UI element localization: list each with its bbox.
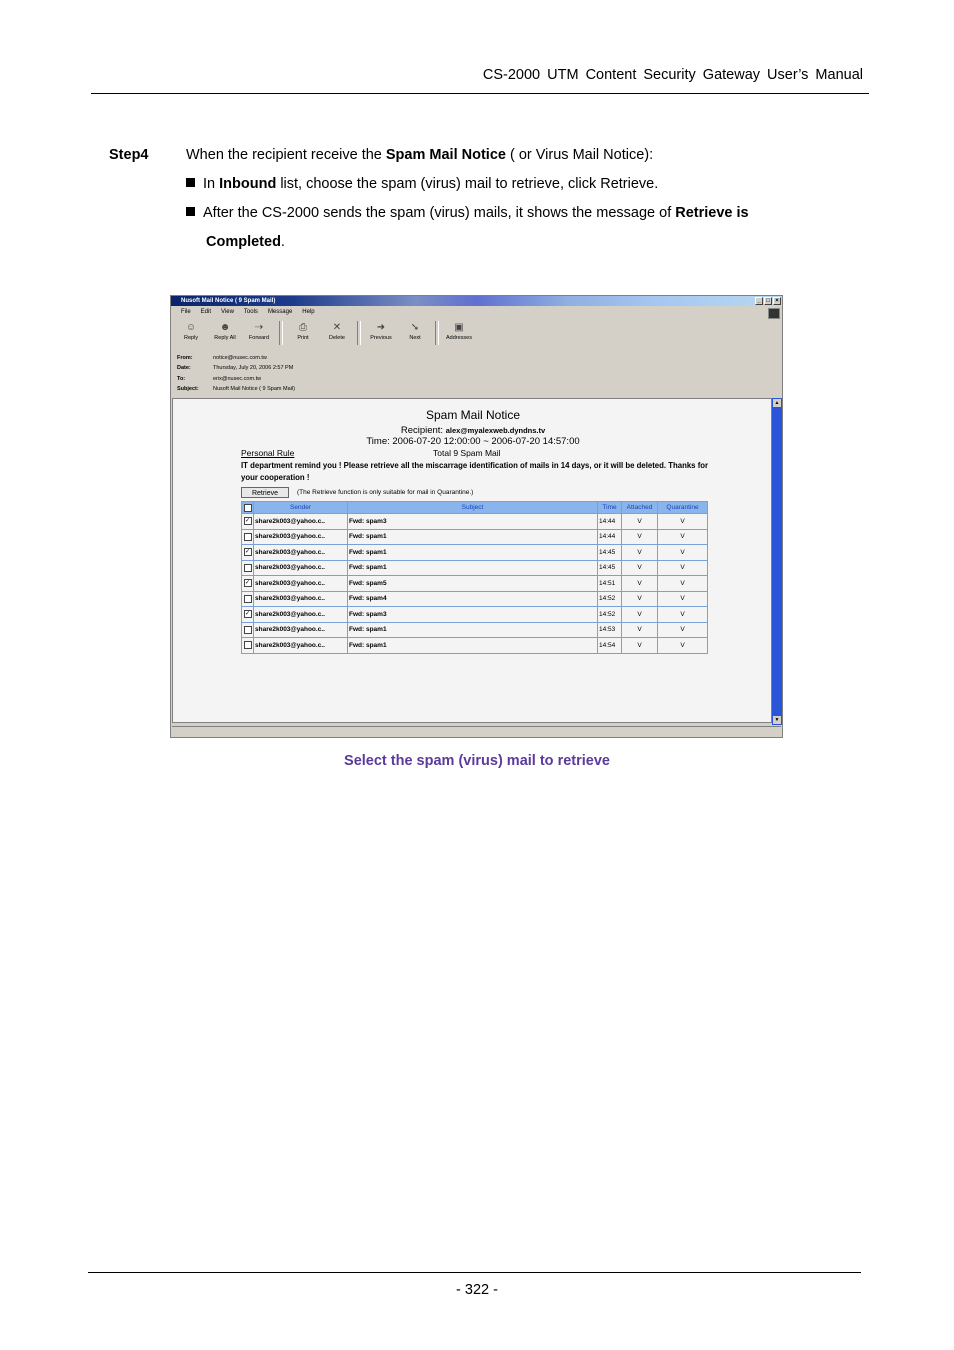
- row-attached: V: [622, 514, 658, 530]
- row-checkbox[interactable]: ✓: [244, 580, 251, 587]
- row-sender: share2k003@yahoo.c..: [254, 529, 348, 545]
- row-quarantine: V: [658, 545, 708, 561]
- time-range: Time: 2006-07-20 12:00:00 ~ 2006-07-20 14:57:00: [366, 436, 580, 447]
- row-quarantine: V: [658, 576, 708, 592]
- row-time: 14:53: [598, 622, 622, 638]
- header-subject: [177, 384, 295, 394]
- header-key: Date:: [177, 365, 191, 372]
- figure-caption: Select the spam (virus) mail to retrieve: [344, 753, 610, 769]
- table-row[interactable]: [242, 638, 708, 654]
- bullet-inbound: [186, 176, 658, 192]
- toolbar-separator: [279, 321, 283, 345]
- menu-bar: [171, 307, 782, 318]
- table-row[interactable]: [242, 560, 708, 576]
- row-select[interactable]: [242, 529, 254, 545]
- row-quarantine: V: [658, 529, 708, 545]
- row-select[interactable]: [242, 607, 254, 623]
- header-date: [177, 363, 295, 373]
- menu-help[interactable]: Help: [302, 309, 315, 315]
- row-attached: V: [622, 591, 658, 607]
- header-key: To:: [177, 375, 186, 382]
- header-key: From:: [177, 355, 193, 361]
- row-select[interactable]: [242, 622, 254, 638]
- reply-icon: ☺: [185, 322, 197, 333]
- bullet2-pre: After the CS-2000 sends the spam (virus) mails, it shows the message of: [203, 205, 676, 221]
- message-body: [172, 398, 772, 723]
- row-attached: V: [622, 560, 658, 576]
- header-value: notice@nusec.com.tw: [213, 355, 267, 361]
- bullet-square-icon: [186, 178, 195, 187]
- row-select[interactable]: [242, 576, 254, 592]
- reply-all-label: Reply All: [214, 335, 236, 341]
- bullet2-bold: Retrieve is: [675, 205, 749, 221]
- address-book-icon: ▣: [454, 322, 464, 333]
- row-time: 14:51: [598, 576, 622, 592]
- mail-rows: [242, 514, 708, 654]
- row-sender: share2k003@yahoo.c..: [254, 576, 348, 592]
- bullet-completed-cont: [206, 234, 285, 250]
- row-subject: Fwd: spam1: [348, 560, 598, 576]
- row-checkbox[interactable]: [244, 564, 252, 572]
- toolbar-separator: [435, 321, 439, 345]
- row-subject: Fwd: spam1: [348, 622, 598, 638]
- forward-button[interactable]: [242, 321, 276, 347]
- row-sender: share2k003@yahoo.c..: [254, 607, 348, 623]
- header-from: [177, 353, 295, 363]
- table-row[interactable]: [242, 576, 708, 592]
- delete-label: Delete: [329, 335, 345, 341]
- intro-text-end: ( or Virus Mail Notice):: [505, 147, 654, 163]
- print-button[interactable]: [286, 321, 320, 347]
- previous-button[interactable]: [364, 321, 398, 347]
- next-label: Next: [409, 335, 421, 341]
- step-label: Step4: [109, 147, 149, 163]
- notice-title: Spam Mail Notice: [425, 408, 521, 422]
- col-quarantine[interactable]: Quarantine: [658, 502, 708, 514]
- row-time: 14:52: [598, 607, 622, 623]
- previous-arrow-icon: ➜: [376, 322, 386, 333]
- bullet1-post: list, choose the spam (virus) mail to retrieve, click Retrieve.: [276, 176, 659, 192]
- window-titlebar: [171, 296, 782, 306]
- previous-label: Previous: [370, 335, 392, 341]
- addresses-button[interactable]: [442, 321, 476, 347]
- row-sender: share2k003@yahoo.c..: [254, 622, 348, 638]
- retrieve-note: (The Retrieve function is only suitable for mail in Quarantine.): [297, 489, 474, 496]
- footer-rule: [88, 1272, 861, 1273]
- menu-view[interactable]: View: [221, 309, 234, 315]
- col-time[interactable]: Time: [598, 502, 622, 514]
- row-attached: V: [622, 607, 658, 623]
- row-sender: share2k003@yahoo.c..: [254, 591, 348, 607]
- maximize-icon[interactable]: □: [764, 297, 772, 305]
- header-key: Subject:: [177, 385, 199, 392]
- row-checkbox[interactable]: [244, 595, 252, 603]
- row-subject: Fwd: spam3: [348, 514, 598, 530]
- row-quarantine: V: [658, 591, 708, 607]
- row-time: 14:52: [598, 591, 622, 607]
- row-time: 14:45: [598, 545, 622, 561]
- row-subject: Fwd: spam5: [348, 576, 598, 592]
- forward-label: Forward: [248, 335, 270, 341]
- minimize-icon[interactable]: _: [755, 297, 763, 305]
- row-quarantine: V: [658, 638, 708, 654]
- row-select[interactable]: [242, 560, 254, 576]
- row-checkbox[interactable]: [244, 533, 252, 541]
- header-value: Thursday, July 20, 2006 2:57 PM: [213, 365, 294, 372]
- row-checkbox[interactable]: ✓: [244, 518, 251, 525]
- row-attached: V: [622, 545, 658, 561]
- scroll-up-icon[interactable]: ▲: [774, 400, 780, 406]
- table-row[interactable]: [242, 545, 708, 561]
- window-controls: [755, 297, 781, 305]
- col-sender[interactable]: Sender: [254, 502, 348, 514]
- row-quarantine: V: [658, 607, 708, 623]
- menu-tools[interactable]: Tools: [243, 309, 258, 315]
- row-select[interactable]: [242, 514, 254, 530]
- next-button[interactable]: [398, 321, 432, 347]
- recipient-value: alex@myalexweb.dyndns.tv: [445, 426, 546, 435]
- menu-file[interactable]: File: [181, 309, 191, 315]
- row-quarantine: V: [658, 622, 708, 638]
- message-headers: [177, 353, 295, 394]
- row-attached: V: [622, 529, 658, 545]
- bullet1-pre: In: [203, 176, 220, 192]
- row-sender: share2k003@yahoo.c..: [254, 514, 348, 530]
- table-header-row: [242, 502, 708, 514]
- table-row[interactable]: [242, 529, 708, 545]
- row-checkbox[interactable]: [244, 641, 252, 649]
- delete-button[interactable]: [320, 321, 354, 347]
- recipient-label: Recipient:: [400, 425, 446, 436]
- reply-all-button[interactable]: [208, 321, 242, 347]
- row-checkbox[interactable]: ✓: [244, 611, 251, 618]
- row-time: 14:54: [598, 638, 622, 654]
- bullet-completed: [186, 205, 749, 221]
- header-value: erix@nusec.com.tw: [213, 375, 262, 382]
- row-sender: share2k003@yahoo.c..: [254, 638, 348, 654]
- row-quarantine: V: [658, 514, 708, 530]
- page-number: - 322 -: [456, 1282, 498, 1298]
- personal-rule-link[interactable]: Personal Rule: [241, 448, 295, 458]
- header-value: Nusoft Mail Notice ( 9 Spam Mail): [213, 385, 295, 392]
- delete-x-icon: ✕: [332, 322, 342, 333]
- menu-message[interactable]: Message: [267, 309, 293, 315]
- row-checkbox[interactable]: ✓: [244, 549, 251, 556]
- horizontal-scrollbar[interactable]: [172, 726, 781, 737]
- print-label: Print: [297, 335, 309, 341]
- row-sender: share2k003@yahoo.c..: [254, 545, 348, 561]
- row-time: 14:45: [598, 560, 622, 576]
- row-attached: V: [622, 622, 658, 638]
- intro-text: When the recipient receive the: [186, 147, 386, 163]
- row-checkbox[interactable]: [244, 626, 252, 634]
- vertical-scrollbar[interactable]: [772, 398, 782, 725]
- bullet2-bold2: Completed: [206, 234, 281, 250]
- spam-mail-table: [241, 501, 708, 654]
- table-row[interactable]: [242, 514, 708, 530]
- windows-logo-icon: [768, 308, 780, 319]
- toolbar-separator: [357, 321, 361, 345]
- row-time: 14:44: [598, 529, 622, 545]
- printer-icon: ⎙: [299, 322, 307, 333]
- row-time: 14:44: [598, 514, 622, 530]
- col-subject[interactable]: Subject: [348, 502, 598, 514]
- close-icon[interactable]: ×: [773, 297, 781, 305]
- reply-button[interactable]: [174, 321, 208, 347]
- step-intro: [186, 147, 653, 163]
- row-quarantine: V: [658, 560, 708, 576]
- retrieve-button[interactable]: Retrieve: [241, 487, 289, 498]
- forward-icon: ⇢: [254, 322, 264, 333]
- header-rule: [91, 93, 869, 94]
- select-all-checkbox[interactable]: [244, 504, 252, 512]
- reply-label: Reply: [183, 335, 199, 341]
- bullet-square-icon: [186, 207, 195, 216]
- mail-window: [170, 295, 783, 738]
- row-select[interactable]: [242, 545, 254, 561]
- table-row[interactable]: [242, 607, 708, 623]
- bullet1-bold: Inbound: [219, 176, 277, 192]
- toolbar: [174, 321, 476, 347]
- row-subject: Fwd: spam4: [348, 591, 598, 607]
- row-attached: V: [622, 638, 658, 654]
- table-row[interactable]: [242, 622, 708, 638]
- row-subject: Fwd: spam3: [348, 607, 598, 623]
- reply-all-icon: ☻: [219, 322, 231, 333]
- intro-bold: Spam Mail Notice: [385, 147, 506, 163]
- row-select[interactable]: [242, 638, 254, 654]
- header-to: [177, 374, 295, 384]
- addresses-label: Addresses: [446, 335, 472, 341]
- scroll-down-icon[interactable]: ▼: [774, 717, 780, 723]
- row-subject: Fwd: spam1: [348, 638, 598, 654]
- col-attached[interactable]: Attached: [622, 502, 658, 514]
- total-count: Total 9 Spam Mail: [433, 448, 501, 458]
- bullet2-post: .: [280, 234, 285, 250]
- row-subject: Fwd: spam1: [348, 545, 598, 561]
- row-sender: share2k003@yahoo.c..: [254, 560, 348, 576]
- manual-title: CS-2000 UTM Content Security Gateway User’s Manual: [482, 67, 863, 83]
- row-subject: Fwd: spam1: [348, 529, 598, 545]
- select-all-header[interactable]: [242, 502, 254, 514]
- recipient-line: [173, 425, 773, 436]
- menu-edit[interactable]: Edit: [200, 309, 212, 315]
- row-select[interactable]: [242, 591, 254, 607]
- row-attached: V: [622, 576, 658, 592]
- next-arrow-icon: ➘: [410, 322, 420, 333]
- window-title: Nusoft Mail Notice ( 9 Spam Mail): [181, 298, 276, 304]
- remind-text: IT department remind you ! Please retrieve all the miscarrage identification of mails in 14 days, or it will be deleted. Thanks for your cooperation !: [241, 461, 709, 482]
- table-row[interactable]: [242, 591, 708, 607]
